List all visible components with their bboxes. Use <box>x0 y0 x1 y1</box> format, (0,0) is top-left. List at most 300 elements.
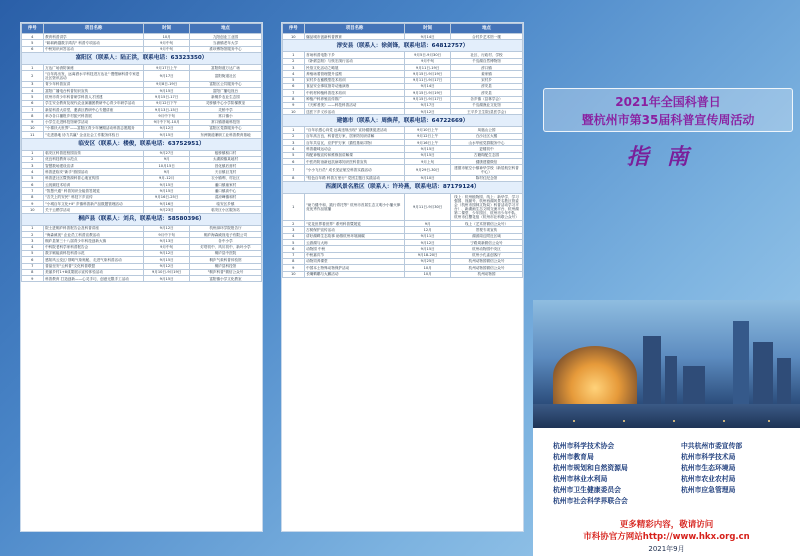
project-name: 《天鲜者美》——科技科普活动 <box>304 102 405 108</box>
project-name: 富阳广播电台科普知识宣传 <box>43 88 144 94</box>
project-name: 学生安全教育及现代农业演播团教研中心青少年研学活动 <box>43 100 144 106</box>
organizers-list <box>553 440 793 506</box>
event-place: 新桐乡农业生态园 <box>189 94 261 100</box>
organizer: 杭州市农业农村局 <box>681 475 736 483</box>
event-place: 潘口镇童家村 <box>189 182 261 188</box>
section-title: 临安区（联系人：楼俊，联系电话：63752951） <box>22 138 262 150</box>
row-number: 5 <box>283 239 305 245</box>
header-project: 项目名称 <box>43 24 144 34</box>
project-name: 院士进桐庐科普报告会及科普讲座 <box>43 225 144 231</box>
event-time: 9月12日下午 <box>144 100 190 106</box>
table-header-row <box>283 24 523 34</box>
event-place: 富阳区公共服务中心 <box>189 81 261 87</box>
project-name: 美丽乡村1+8成果展示宣传体验活动 <box>43 269 144 275</box>
event-time: 9月12日 <box>405 239 451 245</box>
event-time: 9月25日 <box>405 258 451 264</box>
header-place: 地点 <box>189 24 261 34</box>
event-place: "桐庐科普"微信公众号 <box>189 269 261 275</box>
event-place: 淳安县 <box>450 83 522 89</box>
row-number: 1 <box>283 127 305 133</box>
event-place: 杭州动物园 <box>450 271 522 277</box>
section-header-row <box>22 213 262 225</box>
organizer: 杭州市社会科学界联合会 <box>553 497 628 505</box>
ground <box>533 404 800 428</box>
organizer: 杭州市科学技术局 <box>681 453 736 461</box>
more-info-text: 更多精彩内容，敬请访问 <box>619 520 714 530</box>
project-name: "小城百年文化+Ⅱ" 乡镇科普新产品数题管理活动 <box>43 201 144 207</box>
row-number: 8 <box>283 258 305 264</box>
section-header-row <box>22 138 262 150</box>
event-place: 富阳区党群服务中心 <box>189 125 261 131</box>
row-number: 3 <box>22 81 44 87</box>
project-name: 长嘴鹈鹕与大鹏活动 <box>304 271 405 277</box>
event-place: 衣小镇利、村社区 <box>189 175 261 181</box>
city-skyline-image <box>533 300 800 428</box>
event-place: 桐庐县科技馆 <box>189 263 261 269</box>
organizer: 杭州市生态环境局 <box>681 464 736 472</box>
header-no: 序号 <box>283 24 305 34</box>
project-name: 送医下乡义诊活动 <box>304 109 405 115</box>
project-name: 万达广场消防演练 <box>43 64 144 70</box>
event-place: 杭州动物园微信公众号 <box>450 258 522 264</box>
event-time: 9月17日 <box>405 102 451 108</box>
project-name: 科普教育 打造创新——心灵手巧，创意无限手工活动 <box>43 276 144 282</box>
organizer-row <box>553 484 793 495</box>
event-time: 10月15日 <box>144 163 190 169</box>
row-number: 6 <box>22 46 44 52</box>
event-time: 9月 <box>144 156 190 162</box>
row-number: 6 <box>283 246 305 252</box>
organizer-row <box>553 462 793 473</box>
row-number: 7 <box>22 263 44 269</box>
event-time: 9月5日-9月30日 <box>405 52 451 58</box>
row-number: 4 <box>22 88 44 94</box>
event-time: 9月13日-15日 <box>144 106 190 112</box>
project-name: "百年乐感心向党 远离违规出现" 宣扬健康促进活动 <box>304 127 405 133</box>
event-time: 9月 <box>405 221 451 227</box>
row-number: 5 <box>22 40 44 46</box>
event-time: 9月8日-19日 <box>144 81 190 87</box>
event-place: 桐庐海森威视电子有限公司 <box>189 231 261 237</box>
project-name: 古树保护宣传活动 <box>304 227 405 233</box>
event-time: 9月18-20日 <box>405 252 451 258</box>
event-time: 9月15日 <box>405 152 451 158</box>
event-place: 千岛湖渔业文化馆 <box>450 102 522 108</box>
title-banner <box>543 88 793 132</box>
organizer: 杭州市卫生健康委员会 <box>553 486 621 494</box>
row-number: 10 <box>22 125 44 131</box>
row-number: 1 <box>22 225 44 231</box>
event-time: 9月11日-9月30日 <box>405 194 451 221</box>
organizer-row <box>553 473 793 484</box>
section-title: 西湖风景名胜区（联系人：许玲燕，联系电话：87179124） <box>283 182 523 194</box>
event-time: 9月29日-30日 <box>405 165 451 175</box>
event-place: 当浦镇老年大学 <box>189 40 261 46</box>
project-name: 中秋知识问答活动 <box>43 46 144 52</box>
row-number: 9 <box>283 265 305 271</box>
event-time: 9月12日 <box>144 263 190 269</box>
organizer-row <box>553 440 793 451</box>
event-time: 9月23日 <box>144 207 190 213</box>
event-time: 12月 <box>405 227 451 233</box>
project-name: "海森威视" 企业员工科普宣教活动 <box>43 231 144 237</box>
row-number: 3 <box>283 64 305 70</box>
event-place: 杭州绿环学院报告厅 <box>189 225 261 231</box>
event-time: 9月27日 <box>144 150 190 156</box>
project-name: 云游湖与大师 <box>304 239 405 245</box>
event-time: 9月中下旬-10月 <box>144 119 190 125</box>
event-time: 9月15日 <box>144 132 190 138</box>
project-name: 动物园 中秋 <box>304 246 405 252</box>
project-name: 中国本土特殊动物保护活动 <box>304 265 405 271</box>
row-number: 1 <box>283 52 305 58</box>
event-place: 山水华庭党群服务中心 <box>450 140 522 146</box>
row-number: 1 <box>283 194 305 221</box>
event-time: 9月14日 <box>405 34 451 40</box>
row-number: 7 <box>283 90 305 96</box>
event-time: 9月17日 <box>144 71 190 81</box>
event-place: 凤凰山公园 <box>450 127 522 133</box>
project-name: 感知风云变幻 领略气象奥秘，走进气象科普活动 <box>43 257 144 263</box>
event-time: 9月11日-9月17日 <box>405 77 451 83</box>
row-number: 8 <box>22 194 44 200</box>
project-name: "崭崭跨越数字鸿沟" 科普专项活动 <box>43 40 144 46</box>
event-time: 9月12日 <box>405 109 451 115</box>
project-name: 食品安全事故指导动速演练 <box>304 83 405 89</box>
project-name: 关于云栖学活动 <box>43 207 144 213</box>
row-number: 5 <box>22 250 44 256</box>
row-number: 7 <box>22 106 44 112</box>
organizer: 杭州市应急管理局 <box>681 486 736 494</box>
project-name: "百年再出发，远离酒水平科技进万达社" 慢慢病科普专家进社区资讯活动 <box>43 71 144 81</box>
event-time: 9月15日 <box>405 246 451 252</box>
project-name: "否关上的安民" 科技下乡宣传 <box>43 194 144 200</box>
row-number: 3 <box>283 227 305 233</box>
organizer: 杭州市规划和自然资源局 <box>553 464 628 472</box>
event-place: 太湖源镇某地村 <box>189 156 261 162</box>
event-place: 清凉峰镇和村 <box>189 194 261 200</box>
project-name: "走进基地 协力共赢" 企业社会工作服务体验日 <box>43 132 144 138</box>
project-name: "桂色百年路 科普万里行" 党团主题日实践活动 <box>304 175 405 181</box>
event-place: 合村乡艺术馆一楼 <box>450 34 522 40</box>
event-time: 9月上旬 <box>405 159 451 165</box>
project-name: 百年高言良，科普进万家，居家防知识讲解 <box>304 133 405 139</box>
row-number: 9 <box>22 201 44 207</box>
project-name: 《卧薪尝胆》与恢宏浏行活动 <box>304 58 405 64</box>
event-time: 9月15日 <box>144 88 190 94</box>
event-place: 富阳街道万达广场 <box>189 64 261 70</box>
row-number: 4 <box>283 233 305 239</box>
event-time: 9月中下旬 <box>144 113 190 119</box>
project-name: 爆品城市创新科普教育 <box>304 34 405 40</box>
event-time: 10月 <box>405 271 451 277</box>
event-place: 宋村乡 <box>450 77 522 83</box>
event-time: 9月15日-9月17日 <box>405 96 451 102</box>
project-name: 云视频技术培训 <box>43 182 144 188</box>
project-name: 百年共启瓦，应护护万家（猫性基础寻物） <box>304 140 405 146</box>
row-number: 9 <box>283 102 305 108</box>
event-place: 灵桥中学 <box>189 106 261 112</box>
event-place: 杭州动物园微信公众号 <box>450 265 522 271</box>
project-name: "智慧兴通" 科普知识全能普答展览 <box>43 188 144 194</box>
project-name: 青少年科普宣讲 <box>43 81 144 87</box>
row-number: 6 <box>283 83 305 89</box>
organizer-row <box>553 495 793 506</box>
event-place: 王平乡卫生院(县医学会) <box>450 109 522 115</box>
event-time: 9月12日 <box>144 250 190 256</box>
event-place: 桐庐县中医院 <box>189 250 261 256</box>
event-time: 9月中旬 <box>144 40 190 46</box>
project-name: "小小飞行员" 成长见证航空科普实践活动 <box>304 165 405 175</box>
project-name: 新星科普大讲堂，邀请区教研中心专题讲座 <box>43 106 144 112</box>
event-place: 常口镇基础科技馆 <box>189 119 261 125</box>
row-number: 2 <box>283 221 305 227</box>
event-place: 社区、行政村、学校 <box>450 52 522 58</box>
event-time: 10月 <box>405 265 451 271</box>
row-number: 10 <box>22 207 44 213</box>
row-number: 7 <box>283 165 305 175</box>
event-place: 淳口镇 <box>450 64 522 70</box>
event-place: 桐庐气象科普体验馆 <box>189 257 261 263</box>
event-place: 九阳创业工业园 <box>189 34 261 40</box>
table-row <box>283 194 523 221</box>
section-header-row <box>22 52 262 64</box>
row-number: 6 <box>22 257 44 263</box>
section-header-row <box>283 115 523 127</box>
project-name: 中秋嘉宾节 <box>304 252 405 258</box>
event-time: 9月15日 <box>144 188 190 194</box>
event-time: 9月15日-9月19日 <box>405 90 451 96</box>
cover-panel <box>533 0 800 556</box>
event-time: 9月10日上午 <box>405 127 451 133</box>
project-name: 举办各口播报乡村振兴科普展 <box>43 113 144 119</box>
row-number: 11 <box>22 132 44 138</box>
project-name: 宋村乡农畜模型技术培训 <box>304 77 405 83</box>
row-number: 2 <box>22 156 44 162</box>
row-number: 10 <box>283 34 305 40</box>
section-title: 桐庐县（联系人：刘兵，联系电话：58580396） <box>22 213 262 225</box>
event-time: 9月15日 <box>144 182 190 188</box>
event-place: 湖滨周边附近区域 <box>450 233 522 239</box>
event-time: 9月12日上午 <box>405 133 451 139</box>
event-time: 9月17日上午 <box>144 64 190 70</box>
event-place: 千岛湖自然博物馆 <box>450 58 522 64</box>
row-number: 1 <box>22 150 44 156</box>
event-place: 健康建德微信 <box>450 159 522 165</box>
row-number: 8 <box>283 175 305 181</box>
header-no: 序号 <box>22 24 44 34</box>
section-title: 富阳区（联系人：陆正洪，联系电话：63323350） <box>22 52 262 64</box>
row-number: 2 <box>22 71 44 81</box>
event-place: 板桥镇积口村 <box>189 150 261 156</box>
title-line-1: 2021年全国科普日 <box>615 95 721 109</box>
project-name: 中药材种植科普技术培训 <box>304 90 405 96</box>
schedule-table-middle <box>281 22 524 532</box>
event-time: 9月中下旬 <box>144 231 190 237</box>
project-name: 科普进临安"新手"游园活动 <box>43 169 144 175</box>
event-time: 9月中旬 <box>144 244 190 250</box>
project-name: 养殖场着管理提升巡察 <box>304 71 405 77</box>
row-number: 2 <box>283 133 305 139</box>
event-place: 东洲街道兼职工业科普教育基地 <box>189 132 261 138</box>
event-place: 建德市航空小镇神华学校（新居航空科普中心） <box>450 165 522 175</box>
project-name: "助力健中和，践行青托等" 杭州市首届生态文明小小播火律竞优秀作品展播 <box>304 194 405 221</box>
event-place: 富阳镇小学文化教室 <box>189 276 261 282</box>
event-time: 10月 <box>144 34 190 40</box>
event-place: 淮坝博物馆服务中心 <box>189 46 261 52</box>
event-place: 临安区乡镇 <box>189 201 261 207</box>
event-place: 天目镇巨龙村 <box>189 169 261 175</box>
row-number: 4 <box>22 34 44 40</box>
organizer-row <box>553 451 793 462</box>
event-time: 9月 <box>144 169 190 175</box>
official-website-link[interactable]: 市科协官方网站http://www.hkx.org.cn <box>583 532 750 542</box>
header-time: 时间 <box>405 24 451 34</box>
row-number: 1 <box>22 64 44 70</box>
row-number: 5 <box>283 152 305 158</box>
project-name: 桐庐县第三十八届青少年科技创新大赛 <box>43 238 144 244</box>
event-time: 9月11日-19日 <box>405 64 451 70</box>
row-number: 8 <box>22 113 44 119</box>
event-place: 淳安县 <box>450 90 522 96</box>
event-time: 9月中旬 <box>144 46 190 52</box>
event-time: 9月16日上午 <box>405 140 451 146</box>
event-place: 灯塔初中、风川初中、新叶小学 <box>189 244 261 250</box>
event-place: 潘口镇高中心 <box>189 188 261 194</box>
table-row <box>22 71 262 81</box>
project-name: 中科院老科学家科普报告会 <box>43 244 144 250</box>
section-title: 淳安县（联系人：徐剑锋，联系电话：64812757） <box>283 40 523 52</box>
event-place: 常口镇小 <box>189 113 261 119</box>
row-number: 2 <box>22 231 44 237</box>
row-number: 3 <box>22 238 44 244</box>
row-number: 4 <box>22 244 44 250</box>
row-number: 4 <box>283 71 305 77</box>
event-time: 9月11日 <box>405 233 451 239</box>
project-name: 数字赋能高科技科普示范 <box>43 250 144 256</box>
table-row <box>283 165 523 175</box>
event-time: 9月12日 <box>144 125 190 131</box>
section-title: 建德市（联系人：周焕萍，联系电话：64722669） <box>283 115 523 127</box>
project-name: 小学生走进科技馆研学活动 <box>43 119 144 125</box>
publish-date: 2021年9月 <box>648 545 685 553</box>
table-row <box>22 276 262 282</box>
project-name: 讲好湖畔生态故事 助推杭州环境减碳 <box>304 233 405 239</box>
event-place: 古籍构配生态园 <box>450 152 522 158</box>
row-number: 9 <box>22 119 44 125</box>
event-time: 9月16日 <box>144 201 190 207</box>
event-place: 富阳街道社区 <box>189 71 261 81</box>
event-place: 线上：杭州植物园、线上：新华学、学习强国、视频号、杭州西湖风景名胜区管委会（杭州市园林文物局）科普活动学习平台）、新湖画生态文明交流平台、杭州湖第二课堂、少年园区、杭州市少年中队、杭州市红樱花组（杭州市社科联公众号） <box>450 194 522 221</box>
dome-building <box>553 346 637 406</box>
project-name: 临安区科普进校园宣传 <box>43 150 144 156</box>
project-name: 种植户科养殖宣传推广 <box>304 96 405 102</box>
row-number: 5 <box>283 77 305 83</box>
event-place: 姜家镇 <box>450 71 522 77</box>
project-name: 优良科技教育示范点 <box>43 156 144 162</box>
table-header-row <box>22 24 262 34</box>
event-place: 宁路周新微信公众号 <box>450 239 522 245</box>
project-name: "花花世界看世界" 系列科普暨展览 <box>304 221 405 227</box>
row-number: 7 <box>283 252 305 258</box>
event-place: 各乡镇（县林学会） <box>450 96 522 102</box>
project-name: 首场科普电影下乡 <box>304 52 405 58</box>
project-name: "小棉袄大世界"——富阳区青少年暑期活动科普志愿服务 <box>43 125 144 131</box>
event-place: 灵桥镇中心小学阶梯教室 <box>189 100 261 106</box>
event-time: 9月15日 <box>405 146 451 152</box>
event-time: 9月16日-25日 <box>144 194 190 200</box>
guide-title: 指南 <box>626 144 707 170</box>
section-header-row <box>283 40 523 52</box>
row-number: 4 <box>22 169 44 175</box>
row-number: 2 <box>283 58 305 64</box>
event-place: 富阳广播电视台 <box>189 88 261 94</box>
row-number: 5 <box>22 175 44 181</box>
row-number: 3 <box>283 140 305 146</box>
event-place: 杭州小孔雀创客厅 <box>450 252 522 258</box>
event-time: 9月15日-17日 <box>144 94 190 100</box>
row-number: 5 <box>22 94 44 100</box>
project-name: 科普进社区暨资源科普心迪宜传园 <box>43 175 144 181</box>
event-time: 9月12日 <box>144 225 190 231</box>
event-time: 9月10日 <box>405 175 451 181</box>
table-row <box>283 271 523 277</box>
organizer: 杭州市教育局 <box>553 453 594 461</box>
event-place: 临安区小区服务站 <box>189 207 261 213</box>
event-time: 9月10日-9月19日 <box>144 269 190 275</box>
event-place: 昌化镇后营村 <box>189 163 261 169</box>
project-name: 教育科普讲学 <box>43 34 144 40</box>
row-number: 6 <box>22 182 44 188</box>
event-place: 线上（艺术馆微信公众号） <box>450 221 522 227</box>
event-place: 各中小学 <box>189 238 261 244</box>
organizer: 杭州市科学技术协会 <box>553 442 615 450</box>
project-name: 动物饲养课堂 <box>304 258 405 264</box>
row-number: 8 <box>22 269 44 275</box>
project-name: 中医药防治新冠抗病毒知识医科普宣传 <box>304 159 405 165</box>
event-time: 9月14日 <box>405 83 451 89</box>
project-name: 科普趣味运动会 <box>304 146 405 152</box>
project-name: 普晶至安"云科普"文化科普联盟 <box>43 263 144 269</box>
row-number: 3 <box>22 163 44 169</box>
project-name: 智慧数场建设宣讲 <box>43 163 144 169</box>
event-place: 杭州动物园中央区 <box>450 246 522 252</box>
row-number: 6 <box>22 100 44 106</box>
event-time: 9月-12月 <box>144 175 190 181</box>
header-time: 时间 <box>144 24 190 34</box>
event-time: 9月15日-9月19日 <box>405 71 451 77</box>
event-time: 9月13日 <box>144 238 190 244</box>
project-name: 杭州市青少年科普研学科普人才团建 <box>43 94 144 100</box>
row-number: 10 <box>283 109 305 115</box>
event-time: 9月15日 <box>144 257 190 263</box>
header-project: 项目名称 <box>304 24 405 34</box>
row-number: 6 <box>283 159 305 165</box>
event-place: 景观专项宣传 <box>450 227 522 233</box>
event-place: 陈村红纪念馆 <box>450 175 522 181</box>
event-time: 9月中旬 <box>405 58 451 64</box>
schedule-table-left <box>20 22 263 532</box>
row-number: 7 <box>22 188 44 194</box>
organizer: 杭州市林业水利局 <box>553 475 608 483</box>
section-header-row <box>283 182 523 194</box>
event-time: 9月15日 <box>144 276 190 282</box>
organizers-block <box>533 428 800 556</box>
event-place: 更楼初中 <box>450 146 522 152</box>
organizer: 中共杭州市委宣传部 <box>681 442 743 450</box>
title-line-2: 暨杭州市第35届科普宣传周活动 <box>581 113 755 127</box>
project-name: 构配神舰宣传和维修加讲解课 <box>304 152 405 158</box>
